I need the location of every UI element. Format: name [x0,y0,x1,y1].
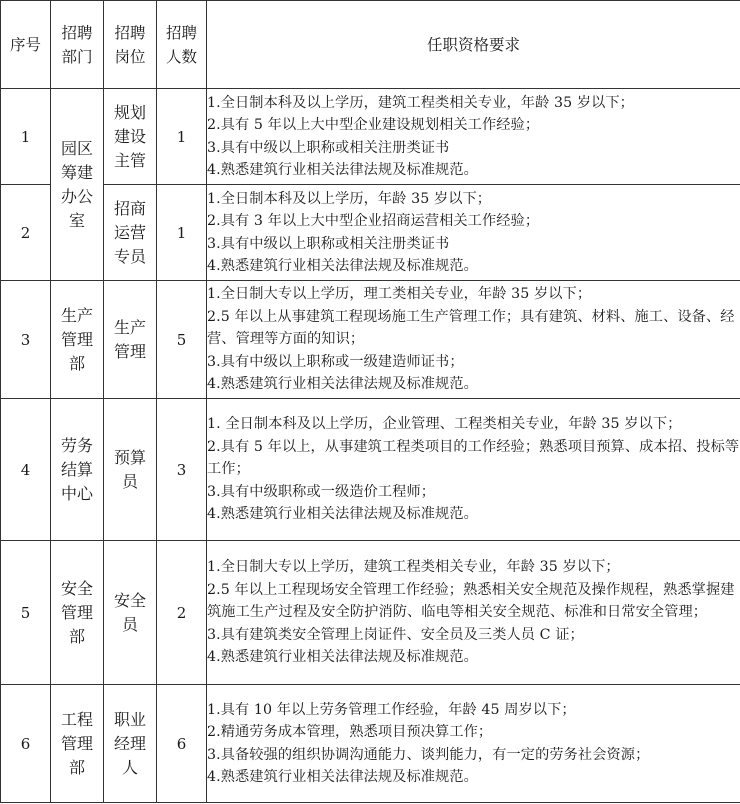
requirement-line: 3.具有中级以上职称或一级建造师证书； [207,353,464,370]
department-cell: 劳务结算中心 [51,399,104,541]
requirement-line: 4.熟悉建筑行业相关法律法规及标准规范。 [207,162,478,178]
department-cell: 园区筹建办公室 [51,89,104,281]
requirement-line: 2.精通劳务成本管理，熟悉项目预决算工作； [207,724,493,740]
requirement-line: 3.具有建筑类安全管理上岗证件、安全员及三类人员 C 证； [207,626,584,643]
table-row [1,685,740,803]
headcount-cell: 1 [157,185,207,281]
requirement-line: 2.具有 5 年以上，从事建筑工程类项目的工作经验；熟悉项目预算、成本招、投标等工作； [207,438,740,478]
requirement-line: 1.全日制大专以上学历，理工类相关专业，年龄 35 岁以下； [207,286,592,303]
requirement-line: 3.具备较强的组织协调沟通能力、谈判能力，有一定的劳务社会资源； [207,746,650,763]
row-number: 1 [1,89,51,185]
department-cell: 工程管理部 [51,685,104,803]
post-cell: 规划建设主管 [104,89,157,185]
table-row [1,89,740,185]
requirements-cell [207,685,740,803]
header-no: 序号 [1,1,51,89]
table-row [1,281,740,399]
requirement-line: 3.具有中级职称或一级造价工程师； [207,483,436,500]
requirement-line: 1.全日制本科及以上学历，建筑工程类相关专业，年龄 35 岁以下； [207,94,634,111]
requirement-line: 4.熟悉建筑行业相关法律法规及标准规范。 [207,769,478,785]
requirements-cell [207,399,740,541]
row-number: 3 [1,281,51,399]
post-cell: 职业经理人 [104,685,157,803]
requirements-cell [207,541,740,685]
requirement-line: 3.具有中级以上职称或相关注册类证书 [207,139,450,156]
row-number: 4 [1,399,51,541]
post-cell: 招商运营专员 [104,185,157,281]
requirement-line: 2.5 年以上从事建筑工程现场施工生产管理工作；具有建筑、材料、施工、设备、经营、管理等方面的知识； [207,308,735,348]
headcount-cell: 1 [157,89,207,185]
department-cell: 生产管理部 [51,281,104,399]
requirements-cell [207,281,740,399]
headcount-cell: 5 [157,281,207,399]
requirement-line: 1.具有 10 年以上劳务管理工作经验，年龄 45 周岁以下； [207,701,576,718]
header-requirements: 任职资格要求 [207,1,740,89]
requirement-line: 4.熟悉建筑行业相关法律法规及标准规范。 [207,506,478,523]
header-post: 招聘岗位 [104,1,157,89]
row-number: 5 [1,541,51,685]
requirements-cell [207,89,740,185]
requirement-line: 2.具有 3 年以上大中型企业招商运营相关工作经验； [207,213,540,229]
table-row [1,399,740,541]
row-number: 2 [1,185,51,281]
requirement-line: 1.全日制大专以上学历，建筑工程类相关专业，年龄 35 岁以下； [207,559,620,576]
headcount-cell: 3 [157,399,207,541]
post-cell: 生产管理 [104,281,157,399]
requirement-line: 3.具有中级以上职称或相关注册类证书 [207,235,450,252]
requirement-line: 4.熟悉建筑行业相关法律法规及标准规范。 [207,258,478,274]
table-row [1,185,740,281]
header-row [1,1,740,89]
row-number: 6 [1,685,51,803]
header-count: 招聘人数 [157,1,207,89]
requirements-cell [207,185,740,281]
requirement-line: 2.5 年以上工程现场安全管理工作经验；熟悉相关安全规范及操作规程，熟悉掌握建筑施工生产过程及安全防护消防、临电等相关安全规范、标准和日常安全管理； [207,581,735,621]
headcount-cell: 2 [157,541,207,685]
table-row [1,541,740,685]
requirement-line: 1. 全日制本科及以上学历，企业管理、工程类相关专业，年龄 35 岁以下； [207,416,682,433]
department-cell: 安全管理部 [51,541,104,685]
headcount-cell: 6 [157,685,207,803]
requirement-line: 4.熟悉建筑行业相关法律法规及标准规范。 [207,649,478,666]
requirement-line: 4.熟悉建筑行业相关法律法规及标准规范。 [207,376,478,393]
post-cell: 安全员 [104,541,157,685]
requirement-line: 2.具有 5 年以上大中型企业建设规划相关工作经验； [207,117,540,133]
header-dept: 招聘部门 [51,1,104,89]
post-cell: 预算员 [104,399,157,541]
requirement-line: 1.全日制本科及以上学历，年龄 35 岁以下； [207,190,492,207]
